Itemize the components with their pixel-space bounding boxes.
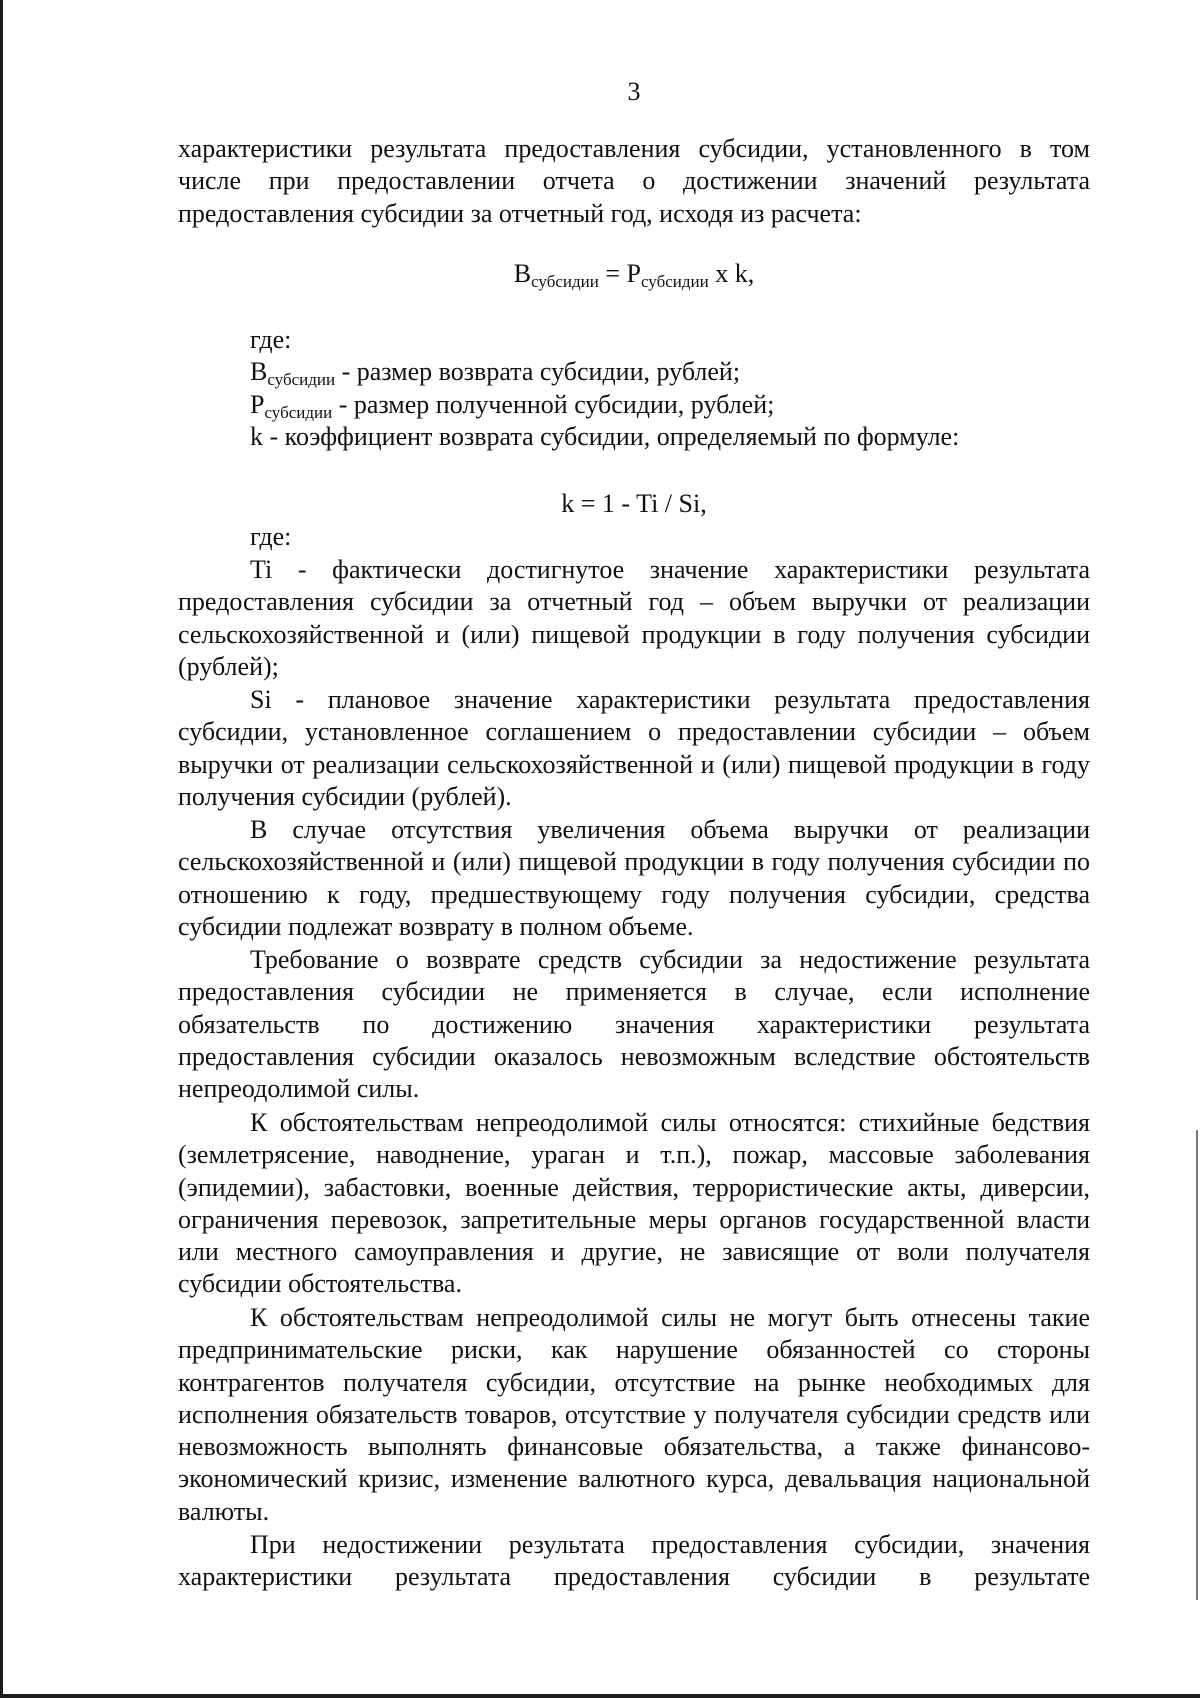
paragraph-force-majeure-exception: Требование о возврате средств субсидии за недостижение результата предоставления субсидии не применяется в случае, если исполнение обязательств по достижению значения характеристики результата предоставления субсидии оказалось невозможным вследствие обстоятельств непреодолимой силы. [178,945,1090,1104]
intro-paragraph: характеристики результата предоставления субсидии, установленного в том числе при предоставлении отчета о достижении значений результата предоставления субсидии за отчетный год, исходя из расчета: [178,134,1090,228]
formula-tail: x k, [708,259,755,288]
definition-var: В [250,357,268,386]
paragraph-no-increase: В случае отсутствия увеличения объема выручки от реализации сельскохозяйственной и (или) пищевой продукции в году получения субсидии по отношению к году, предшествующему году получения субсидии, средства субсидии подлежат возврату в полном объеме. [178,815,1090,941]
page-number: 3 [627,77,641,106]
formula-return-amount [178,258,1090,293]
where-label-2: где: [250,522,292,551]
definition-sub: субсидии [267,370,336,389]
paragraph-ti: Ti - фактически достигнутое значение характеристики результата предоставления субсидии за отчетный год – объем выручки от реализации сельскохозяйственной и (или) пищевой продукции в году получения субсидии (рублей); [178,555,1090,681]
definition-var: Р [250,390,265,419]
definition-text: k - коэффициент возврата субсидии, определяемый по формуле: [250,422,960,451]
formula-eq: = [598,259,627,288]
definition-received-amount [250,389,774,424]
formula-left-var: В [513,259,532,288]
formula-right-sub: субсидии [640,272,709,291]
paragraph-non-achievement: При недостижении результата предоставления субсидии, значения характеристики результата предоставления субсидии в результате [178,1530,1090,1592]
definition-text: - размер полученной субсидии, рублей; [332,390,775,419]
definition-text: - размер возврата субсидии, рублей; [335,357,741,386]
definition-return-amount [250,356,740,391]
definition-coefficient [250,421,959,453]
scan-border-bottom [0,1694,1200,1698]
formula-left-sub: субсидии [531,272,599,291]
paragraph-business-risks: К обстоятельствам непреодолимой силы не могут быть отнесены такие предпринимательские риски, как нарушение обязанностей со стороны контрагентов получателя субсидии, отсутствие на рынке необходимых для исполнения обязательств товаров, отсутствие у получателя субсидии средств или невозможность выполнять финансовые обязательства, а также финансово-экономический кризис, изменение валютного курса, девальвация национальной валюты. [178,1303,1090,1526]
paragraph-force-majeure-list: К обстоятельствам непреодолимой силы относятся: стихийные бедствия (землетрясение, наводнение, ураган и т.п.), пожар, массовые заболевания (эпидемии), забастовки, военные действия, террористические акты, диверсии, ограничения перевозок, запретительные меры органов государственной власти или местного самоуправления и другие, не зависящие от воли получателя субсидии обстоятельства. [178,1108,1090,1299]
paragraph-si: Si - плановое значение характеристики результата предоставления субсидии, установленное соглашением о предоставлении субсидии – объем выручки от реализации сельскохозяйственной и (или) пищевой продукции в году получения субсидии (рублей). [178,685,1090,811]
formula-coefficient: k = 1 - Ti / Si, [561,489,707,518]
definition-sub: субсидии [264,403,333,422]
scan-border-right [1196,1130,1198,1600]
where-label-1: где: [250,325,292,354]
formula-right-var: Р [626,259,641,288]
scan-border-left [0,0,3,1698]
